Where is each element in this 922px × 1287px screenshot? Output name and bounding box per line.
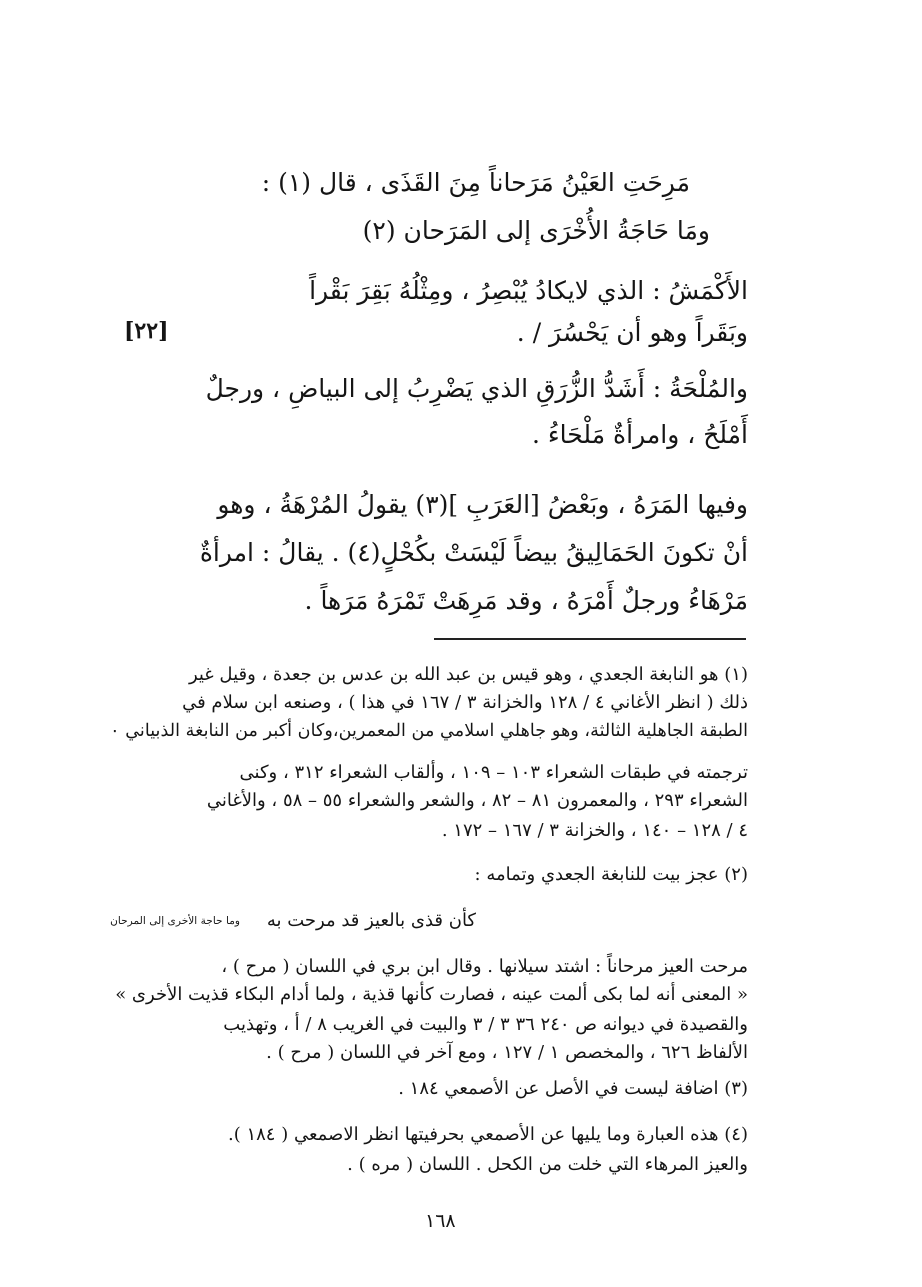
main-line: أَمْلَحُ ، وامرأةٌ مَلْحَاءُ . xyxy=(532,420,748,449)
verse-second-hemistich: وما حاجة الأخرى إلى المرحان xyxy=(110,915,240,927)
main-line: أنْ تكونَ الحَمَالِيقُ بيضاً لَيْسَتْ بكُحْلٍ(٤) . يقالُ : امرأةٌ xyxy=(199,538,748,567)
footnote-line: والقصيدة في ديوانه ص ٢٤٠ ٣٦ ٣ / ٣ والبيت في الغريب ٨ / أ ، وتهذيب xyxy=(223,1014,748,1035)
footnote-line: ذلك ( انظر الأغاني ٤ / ١٢٨ والخزانة ٣ / ١٦٧ في هذا ) ، وصنعه ابن سلام في xyxy=(182,692,748,713)
footnote-line: الألفاظ ٦٢٦ ، والمخصص ١ / ١٢٧ ، ومع آخر في اللسان ( مرح ) . xyxy=(266,1042,748,1063)
footnote-line: الشعراء ٢٩٣ ، والمعمرون ٨١ – ٨٢ ، والشعر والشعراء ٥٥ – ٥٨ ، والأغاني xyxy=(206,790,748,811)
main-line: مَرِحَتِ العَيْنُ مَرَحاناً مِنَ القَذَى ، قال (١) : xyxy=(261,168,690,197)
main-line: وبَقَراً وهو أن يَحْسُرَ / . xyxy=(516,318,748,347)
footnote-line: ترجمته في طبقات الشعراء ١٠٣ – ١٠٩ ، وألقاب الشعراء ٣١٢ ، وكنى xyxy=(239,762,748,783)
footnote-line: (٤) هذه العبارة وما يليها عن الأصمعي بحرفيتها انظر الاصمعي ( ١٨٤ ). xyxy=(228,1124,748,1145)
main-line: ومَا حَاجَةُ الأُخْرَى إلى المَرَحان (٢) xyxy=(362,216,710,245)
main-line: مَرْهَاءُ ورجلٌ أَمْرَهُ ، وقد مَرِهَتْ تَمْرَهُ مَرَهاً . xyxy=(304,586,748,615)
footnote-line: والعيز المرهاء التي خلت من الكحل . اللسان ( مره ) . xyxy=(347,1154,748,1175)
footnote-line: (٣) اضافة ليست في الأصل عن الأصمعي ١٨٤ . xyxy=(398,1078,748,1099)
main-line: وفيها المَرَهُ ، وبَعْضُ [العَرَبِ ](٣) يقولُ المُرْهَةُ ، وهو xyxy=(217,490,748,519)
folio-marker: [٢٢] xyxy=(124,318,169,344)
footnote-line: الطبقة الجاهلية الثالثة، وهو جاهلي اسلامي من المعمرين،وكان أكبر من النابغة الذبياني ٠ xyxy=(110,721,748,741)
footnote-line: (٢) عجز بيت للنابغة الجعدي وتمامه : xyxy=(474,864,748,885)
footnote-line: مرحت العيز مرحاناً : اشتد سيلانها . وقال ابن بري في اللسان ( مرح ) ، xyxy=(221,956,748,977)
footnote-separator xyxy=(434,638,746,640)
verse-first-hemistich: كأن قذى بالعيز قد مرحت به xyxy=(266,910,476,931)
footnote-line: « المعنى أنه لما بكى ألمت عينه ، فصارت كأنها قذية ، ولما أدام البكاء قذيت الأخرى » xyxy=(115,984,748,1005)
footnote-line: (١) هو النابغة الجعدي ، وهو قيس بن عبد الله بن عدس بن جعدة ، وقيل غير xyxy=(188,664,748,685)
main-line: الأَكْمَشُ : الذي لايكادُ يُبْصِرُ ، ومِثْلُهُ بَقِرَ بَقْراً xyxy=(309,276,748,305)
main-line: والمُلْحَةُ : أَشَدُّ الزُّرَقِ الذي يَضْرِبُ إلى البياضِ ، ورجلٌ xyxy=(205,374,748,403)
footnote-line: ٤ / ١٢٨ – ١٤٠ ، والخزانة ٣ / ١٦٧ – ١٧٢ . xyxy=(441,820,748,841)
page-number: ١٦٨ xyxy=(425,1210,456,1232)
